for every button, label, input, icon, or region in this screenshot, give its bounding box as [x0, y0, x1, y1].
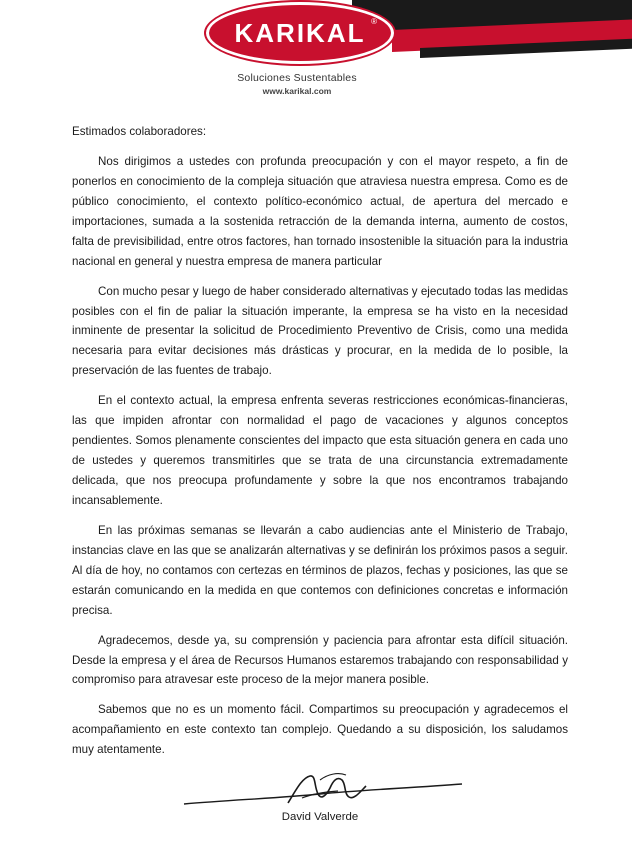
letterhead: [0, 0, 632, 104]
letter-paragraph: En el contexto actual, la empresa enfrenta severas restricciones económicas-financieras, las que impiden afrontar con normalidad el pago de vacaciones y algunos conceptos pendientes. Somos plenamente conscientes del impacto que esta situación genera en cada uno de ustedes y queremos transmitirles que se trata de una circunstancia extremadamente delicada, que nos preocupa profundamente y sobre la que nos encontramos trabajando incansablemente.: [72, 394, 568, 507]
signature-block: [72, 770, 568, 832]
logo-website: www.karikal.com: [262, 86, 332, 96]
letter-body: [0, 104, 632, 832]
signature-name: David Valverde: [281, 811, 359, 824]
letter-paragraph: Sabemos que no es un momento fácil. Compartimos su preocupación y agradecemos el acompañamiento en este contexto tan complejo. Quedando a su disposición, los saludamos muy atentamente.: [72, 703, 568, 757]
letter-paragraph: Nos dirigimos a ustedes con profunda preocupación y con el mayor respeto, a fin de ponerlos en conocimiento de la compleja situación que atraviesa nuestra empresa. Como es de público conocimiento, el contexto político-económico actual, de apertura del mercado e importaciones, sumada a la sostenida retracción de la demanda interna, aumento de costos, falta de previsibilidad, entre otros factores, han tornado insostenible la situación para la industria nacional en general y nuestra empresa de manera particular: [72, 154, 568, 268]
company-logo: [206, 2, 388, 96]
logo-oval-shape: [206, 2, 394, 64]
letter-paragraph: En las próximas semanas se llevarán a cabo audiencias ante el Ministerio de Trabajo, instancias clave en las que se analizarán alternativas y se definirán los próximos pasos a seguir. Al día de hoy, no contamos con certezas en términos de plazos, fechas y posiciones, las que se estarán comunicando en la medida en que contemos con definiciones concretas e información precisa.: [72, 523, 568, 617]
letter-paragraph: Agradecemos, desde ya, su comprensión y paciencia para afrontar esta difícil situación. Desde la empresa y el área de Recursos Humanos estaremos trabajando con responsabilidad y compromiso para atravesar este proceso de la mejor manera posible.: [72, 633, 568, 687]
registered-trademark-icon: ®: [371, 17, 377, 26]
letter-paragraph: Con mucho pesar y luego de haber considerado alternativas y ejecutado todas las medidas posibles con el fin de paliar la situación imperante, la empresa se ha visto en la necesidad inminente de presentar la solicitud de Procedimiento Preventivo de Crisis, como una medida necesaria para evitar decisiones más drásticas y procurar, en la medida de lo posible, la preservación de las fuentes de trabajo.: [72, 284, 568, 378]
letter-salutation: Estimados colaboradores:: [72, 125, 207, 138]
logo-wordmark: KARIKAL: [234, 17, 366, 48]
logo-tagline: Soluciones Sustentables: [237, 72, 357, 84]
